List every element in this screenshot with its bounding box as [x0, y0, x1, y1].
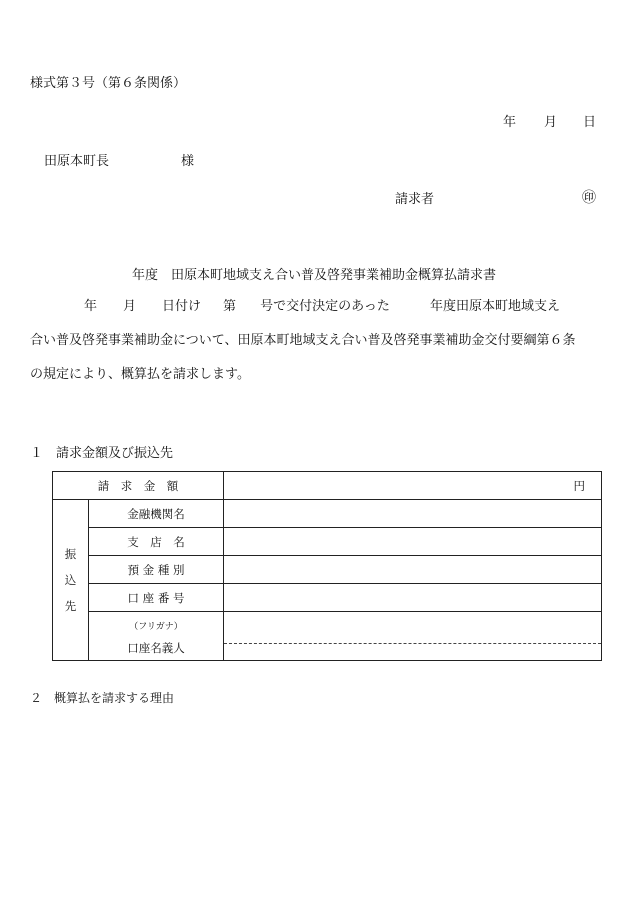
body-line-3: の規定により、概算払を請求します。 [30, 367, 250, 382]
account-number-field[interactable] [224, 584, 602, 612]
account-number-label: 口 座 番 号 [89, 584, 224, 612]
furigana-label: （フリガナ） [129, 621, 183, 632]
transfer-label: 振 込 先 [53, 500, 89, 661]
section2-heading: ２ 概算払を請求する理由 [30, 691, 175, 705]
requester-label: 請求者 [395, 192, 435, 207]
amount-unit: 円 [573, 478, 585, 493]
payment-table [52, 471, 602, 661]
furigana-divider [224, 643, 601, 644]
body-paragraph [30, 290, 605, 392]
date-month-label: 月 [544, 115, 558, 130]
addressee-honorific: 様 [181, 154, 195, 169]
amount-label: 請 求 金 額 [53, 472, 224, 500]
amount-field[interactable] [224, 472, 602, 500]
branch-name-field[interactable] [224, 528, 602, 556]
bank-name-label: 金融機関名 [89, 500, 224, 528]
date-year-label: 年 [503, 115, 517, 130]
account-holder-field[interactable] [224, 612, 602, 661]
form-number: 様式第３号（第６条関係） [30, 76, 187, 91]
deposit-type-field[interactable] [224, 556, 602, 584]
section1-heading: １ 請求金額及び振込先 [30, 446, 174, 461]
bank-name-field[interactable] [224, 500, 602, 528]
date-line [503, 111, 596, 130]
seal-mark: ㊞ [582, 190, 596, 206]
body-line-2: 合い普及啓発事業補助金について、田原本町地域支え合い普及啓発事業補助金交付要綱第６条 [30, 333, 576, 348]
account-holder-text: 口座名義人 [127, 640, 185, 655]
addressee-name: 田原本町長 [44, 154, 110, 169]
branch-name-label: 支 店 名 [89, 528, 224, 556]
account-holder-label [89, 612, 224, 661]
deposit-type-label: 預 金 種 別 [89, 556, 224, 584]
addressee [44, 150, 194, 169]
body-line-1: 年 月 日付け 第 号で交付決定のあった 年度田原本町地域支え [84, 299, 560, 314]
document-title: 年度 田原本町地域支え合い普及啓発事業補助金概算払請求書 [132, 268, 497, 283]
date-day-label: 日 [583, 115, 597, 130]
